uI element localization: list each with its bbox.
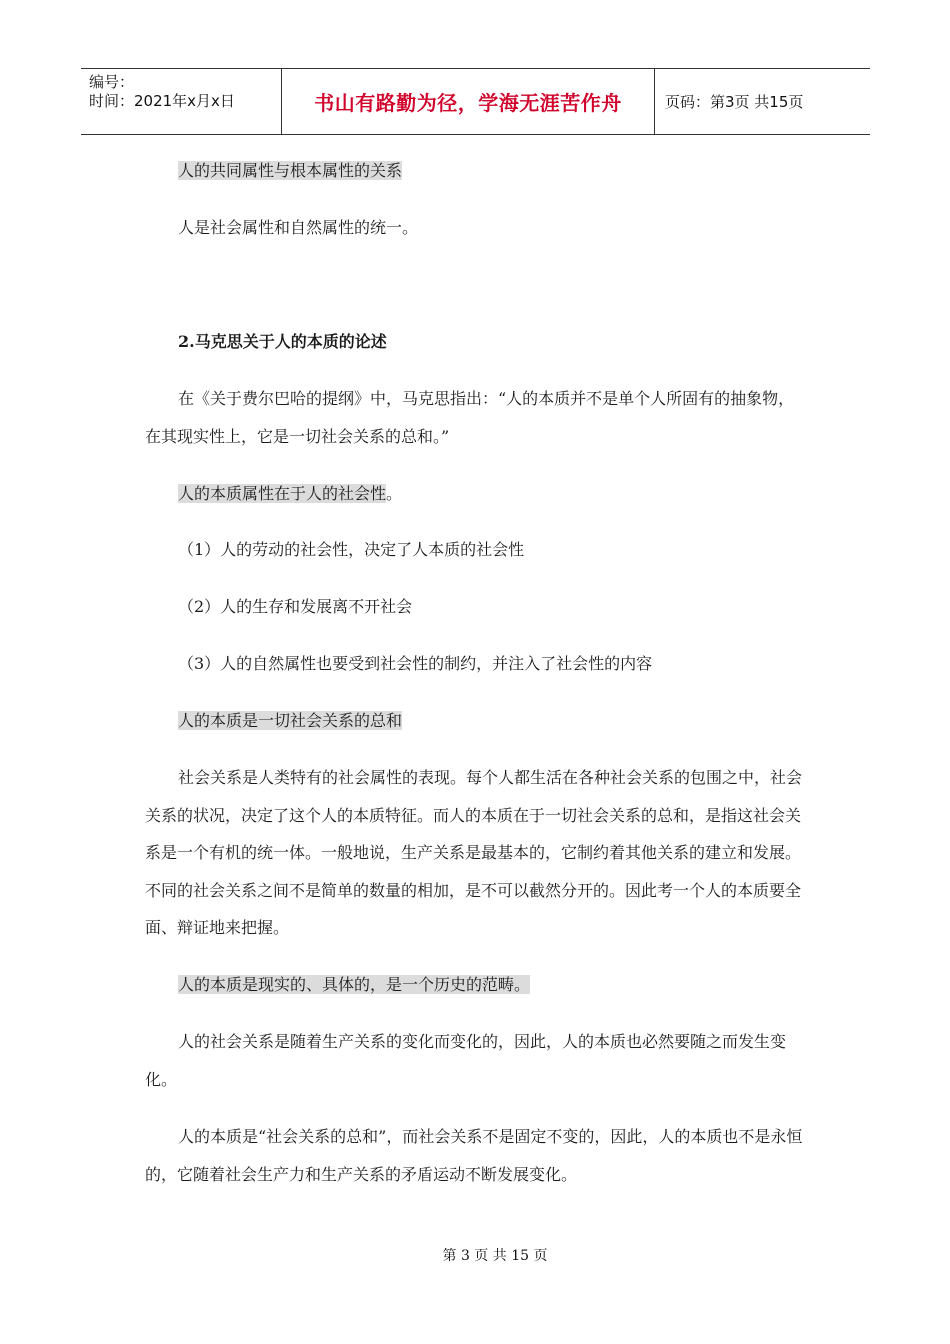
header-number-label: 编号： [89, 73, 135, 91]
header-time-label: 时间：2021年x月x日 [89, 92, 235, 110]
page-footer: 第 3 页 共 15 页 [442, 1248, 548, 1264]
heading-marx: 2.马克思关于人的本质的论述 [178, 332, 387, 351]
paragraph-marx-quote: 在《关于费尔巴哈的提纲》中，马克思指出：“人的本质并不是单个人所固有的抽象物，在其现实性上，它是一切社会关系的总和。” [145, 389, 795, 446]
heading-social-attr: 人的本质属性在于人的社会性。 [178, 484, 403, 503]
paragraph-change: 人的社会关系是随着生产关系的变化而变化的，因此，人的本质也必然要随之而发生变化。 [145, 1032, 787, 1089]
list-item-1: （1）人的劳动的社会性，决定了人本质的社会性 [178, 540, 525, 559]
paragraph-unity: 人是社会属性和自然属性的统一。 [178, 218, 419, 237]
paragraph-sum: 社会关系是人类特有的社会属性的表现。每个人都生活在各种社会关系的包围之中，社会关系的状况，决定了这个人的本质特征。而人的本质在于一切社会关系的总和，是指这社会关系是一个有机的统一体。一般地说，生产关系是最基本的，它制约着其他关系的建立和发展。不同的社会关系之间不是简单的数量的相加，是不可以截然分开的。因此考一个人的本质要全面、辩证地来把握。 [145, 768, 803, 937]
header-motto: 书山有路勤为径，学海无涯苦作舟 [282, 69, 655, 134]
heading-common-attr: 人的共同属性与根本属性的关系 [178, 161, 403, 180]
header-page-info: 页码：第3页 共15页 [665, 93, 804, 111]
heading-sum: 人的本质是一切社会关系的总和 [178, 711, 403, 730]
paragraph-not-eternal: 人的本质是“社会关系的总和”，而社会关系不是固定不变的，因此，人的本质也不是永恒的，它随着社会生产力和生产关系的矛盾运动不断发展变化。 [145, 1127, 803, 1184]
list-item-2: （2）人的生存和发展离不开社会 [178, 597, 413, 616]
page-header [81, 68, 870, 135]
header-meta [81, 69, 282, 134]
list-item-3: （3）人的自然属性也要受到社会性的制约，并注入了社会性的内容 [178, 654, 653, 673]
heading-history: 人的本质是现实的、具体的，是一个历史的范畴。 [178, 975, 531, 994]
